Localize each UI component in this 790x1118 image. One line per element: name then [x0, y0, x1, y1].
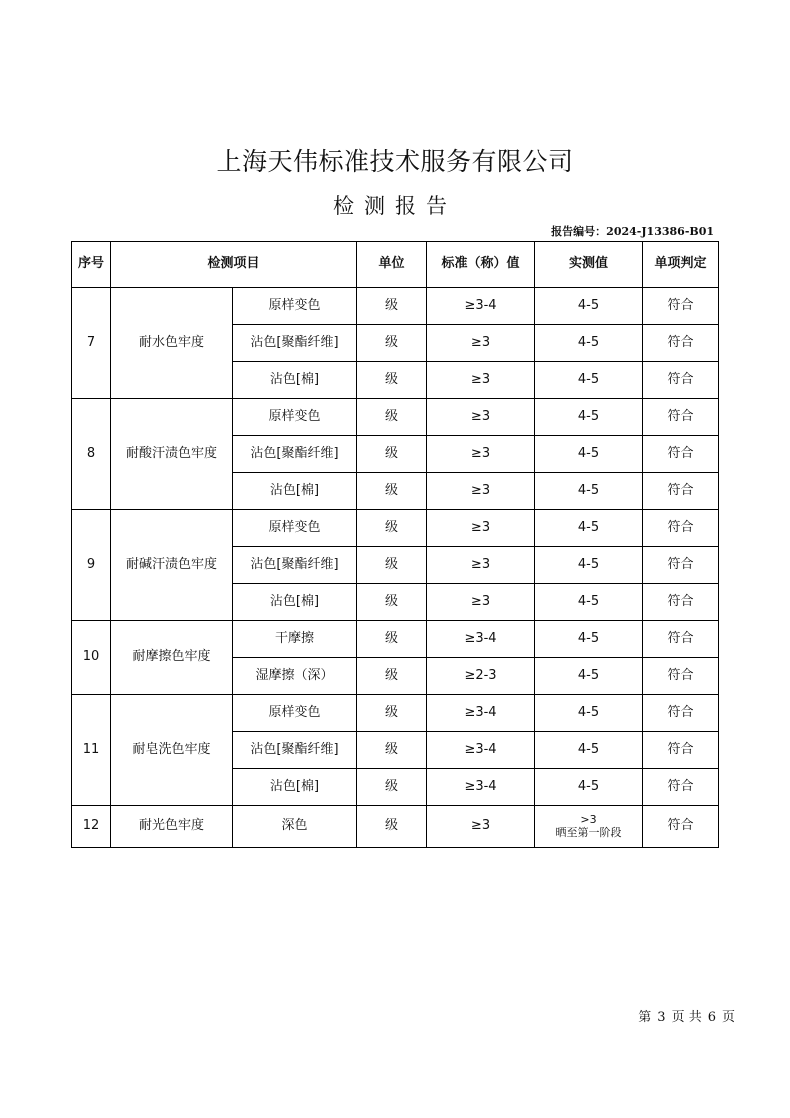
- group-seq: 9: [72, 510, 111, 621]
- header-judgement: 单项判定: [643, 242, 719, 288]
- table-row: [72, 695, 719, 732]
- group-seq: 12: [72, 806, 111, 848]
- group-name: 耐光色牢度: [111, 806, 233, 848]
- sub-item: 原样变色: [233, 288, 357, 325]
- sub-item: 原样变色: [233, 510, 357, 547]
- group-name: 耐摩擦色牢度: [111, 621, 233, 695]
- sub-item: 沾色[棉]: [233, 584, 357, 621]
- standard-cell: ≥3: [427, 473, 535, 510]
- page-number: [635, 1006, 738, 1025]
- judgement-cell: 符合: [643, 658, 719, 695]
- unit-cell: 级: [357, 399, 427, 436]
- page-prefix: 第: [638, 1010, 652, 1025]
- measured-cell: 4-5: [535, 658, 643, 695]
- page-mid: 页 共: [671, 1010, 702, 1025]
- judgement-cell: 符合: [643, 732, 719, 769]
- standard-cell: ≥3-4: [427, 695, 535, 732]
- judgement-cell: 符合: [643, 399, 719, 436]
- measured-cell: 4-5: [535, 584, 643, 621]
- judgement-cell: 符合: [643, 806, 719, 848]
- unit-cell: 级: [357, 288, 427, 325]
- standard-cell: ≥3: [427, 806, 535, 848]
- unit-cell: 级: [357, 362, 427, 399]
- measured-cell: 4-5: [535, 695, 643, 732]
- measured-cell: 4-5: [535, 473, 643, 510]
- sub-item: 沾色[聚酯纤维]: [233, 436, 357, 473]
- group-seq: 11: [72, 695, 111, 806]
- group-seq: 8: [72, 399, 111, 510]
- standard-cell: ≥3: [427, 547, 535, 584]
- unit-cell: 级: [357, 473, 427, 510]
- standard-cell: ≥3: [427, 325, 535, 362]
- standard-cell: ≥3-4: [427, 288, 535, 325]
- standard-cell: ≥3: [427, 584, 535, 621]
- document-title: 检测报告: [333, 194, 457, 218]
- group-name: 耐水色牢度: [111, 288, 233, 399]
- report-number: 报告编号：2024-J13386-B01: [551, 225, 714, 238]
- unit-cell: 级: [357, 325, 427, 362]
- company-name: 上海天伟标准技术服务有限公司: [216, 147, 574, 176]
- standard-cell: ≥3-4: [427, 621, 535, 658]
- measured-cell: 4-5: [535, 732, 643, 769]
- sub-item: 沾色[聚酯纤维]: [233, 732, 357, 769]
- judgement-cell: 符合: [643, 621, 719, 658]
- sub-item: 原样变色: [233, 695, 357, 732]
- measured-cell: 4-5: [535, 399, 643, 436]
- page-total: 6: [707, 1010, 716, 1025]
- table-row: [72, 621, 719, 658]
- judgement-cell: 符合: [643, 547, 719, 584]
- group-seq: 7: [72, 288, 111, 399]
- table-row: [72, 288, 719, 325]
- group-name: 耐碱汗渍色牢度: [111, 510, 233, 621]
- header-standard: 标准（称）值: [427, 242, 535, 288]
- unit-cell: 级: [357, 806, 427, 848]
- unit-cell: 级: [357, 769, 427, 806]
- judgement-cell: 符合: [643, 695, 719, 732]
- sub-item: 沾色[棉]: [233, 769, 357, 806]
- measured-cell: 4-5: [535, 547, 643, 584]
- table-row: [72, 399, 719, 436]
- group-name: 耐皂洗色牢度: [111, 695, 233, 806]
- standard-cell: ≥3-4: [427, 732, 535, 769]
- sub-item: 湿摩擦（深）: [233, 658, 357, 695]
- sub-item: 沾色[聚酯纤维]: [233, 325, 357, 362]
- unit-cell: 级: [357, 658, 427, 695]
- judgement-cell: 符合: [643, 473, 719, 510]
- measured-cell: 4-5: [535, 325, 643, 362]
- judgement-cell: 符合: [643, 362, 719, 399]
- group-name: 耐酸汗渍色牢度: [111, 399, 233, 510]
- measured-cell: 4-5: [535, 436, 643, 473]
- page-suffix: 页: [721, 1010, 735, 1025]
- standard-cell: ≥3: [427, 399, 535, 436]
- standard-cell: ≥3-4: [427, 769, 535, 806]
- measured-cell: 4-5: [535, 362, 643, 399]
- sub-item: 深色: [233, 806, 357, 848]
- header-unit: 单位: [357, 242, 427, 288]
- measured-note: 晒至第一阶段: [555, 825, 622, 839]
- standard-cell: ≥2-3: [427, 658, 535, 695]
- sub-item: 原样变色: [233, 399, 357, 436]
- page-current: 3: [657, 1010, 666, 1025]
- unit-cell: 级: [357, 436, 427, 473]
- measured-cell: 4-5: [535, 288, 643, 325]
- judgement-cell: 符合: [643, 325, 719, 362]
- table-row: [72, 806, 719, 848]
- sub-item: 沾色[棉]: [233, 362, 357, 399]
- measured-cell: 4-5: [535, 510, 643, 547]
- unit-cell: 级: [357, 510, 427, 547]
- table-row: [72, 510, 719, 547]
- header-measured: 实测值: [535, 242, 643, 288]
- standard-cell: ≥3: [427, 362, 535, 399]
- measured-cell: 4-5: [535, 621, 643, 658]
- sub-item: 干摩擦: [233, 621, 357, 658]
- sub-item: 沾色[聚酯纤维]: [233, 547, 357, 584]
- test-results-table: [71, 241, 719, 848]
- judgement-cell: 符合: [643, 510, 719, 547]
- judgement-cell: 符合: [643, 584, 719, 621]
- unit-cell: 级: [357, 584, 427, 621]
- unit-cell: 级: [357, 695, 427, 732]
- measured-cell: 4-5: [535, 769, 643, 806]
- standard-cell: ≥3: [427, 436, 535, 473]
- judgement-cell: 符合: [643, 288, 719, 325]
- unit-cell: 级: [357, 732, 427, 769]
- unit-cell: 级: [357, 547, 427, 584]
- group-seq: 10: [72, 621, 111, 695]
- unit-cell: 级: [357, 621, 427, 658]
- measured-cell: [535, 806, 643, 848]
- header-seq: 序号: [72, 242, 111, 288]
- header-item: 检测项目: [111, 242, 357, 288]
- sub-item: 沾色[棉]: [233, 473, 357, 510]
- standard-cell: ≥3: [427, 510, 535, 547]
- judgement-cell: 符合: [643, 436, 719, 473]
- judgement-cell: 符合: [643, 769, 719, 806]
- table-header-row: [72, 242, 719, 288]
- measured-value: >3: [580, 812, 597, 826]
